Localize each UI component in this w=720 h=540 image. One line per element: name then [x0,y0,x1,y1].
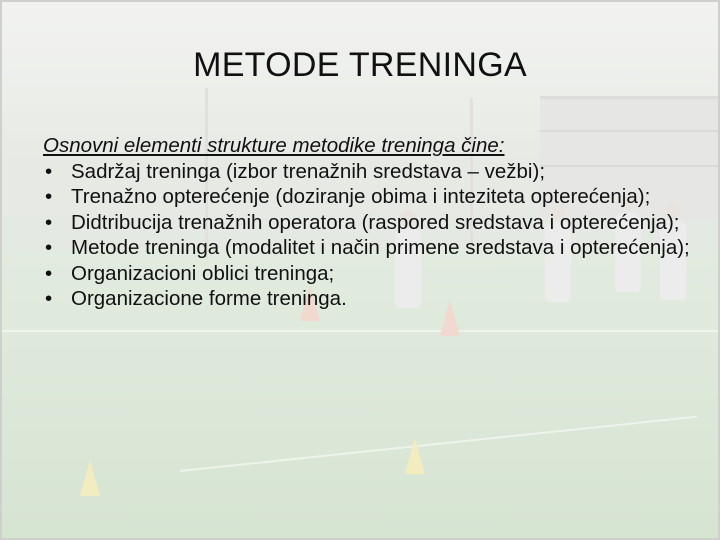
list-item [43,286,693,312]
list-item-text: Sadržaj treninga (izbor trenažnih sredstava – vežbi); [71,159,546,183]
bullet-glyph: • [45,261,53,285]
grandstand-line [540,130,720,132]
list-item [43,261,693,287]
list-item-text: Trenažno opterećenje (doziranje obima i inteziteta opterećenja); [71,185,651,208]
list-item-text: Organizacioni oblici treninga; [71,261,335,285]
list-item-text: Didtribucija trenažnih operatora (raspored sredstava i opterećenja); [71,210,680,234]
list-item [43,235,693,261]
bullet-glyph: • [45,210,53,234]
list-item [43,184,693,210]
bullet-glyph: • [45,287,53,310]
training-cone [405,438,425,474]
slide-content [43,133,693,312]
bullet-glyph: • [45,236,53,259]
bullet-glyph: • [45,185,53,208]
content-heading: Osnovni elementi strukture metodike treninga čine: [43,134,505,157]
bullet-glyph: • [45,159,53,183]
list-item [43,210,693,236]
list-item-text: Organizacione forme treninga. [71,287,347,310]
list-item-text: Metode treninga (modalitet i način primene sredstava i opterećenja); [71,236,690,259]
bullet-list [43,159,693,312]
field-line [0,330,720,332]
list-item [43,159,693,185]
training-cone [80,460,100,496]
slide-title: METODE TRENINGA [193,46,527,84]
